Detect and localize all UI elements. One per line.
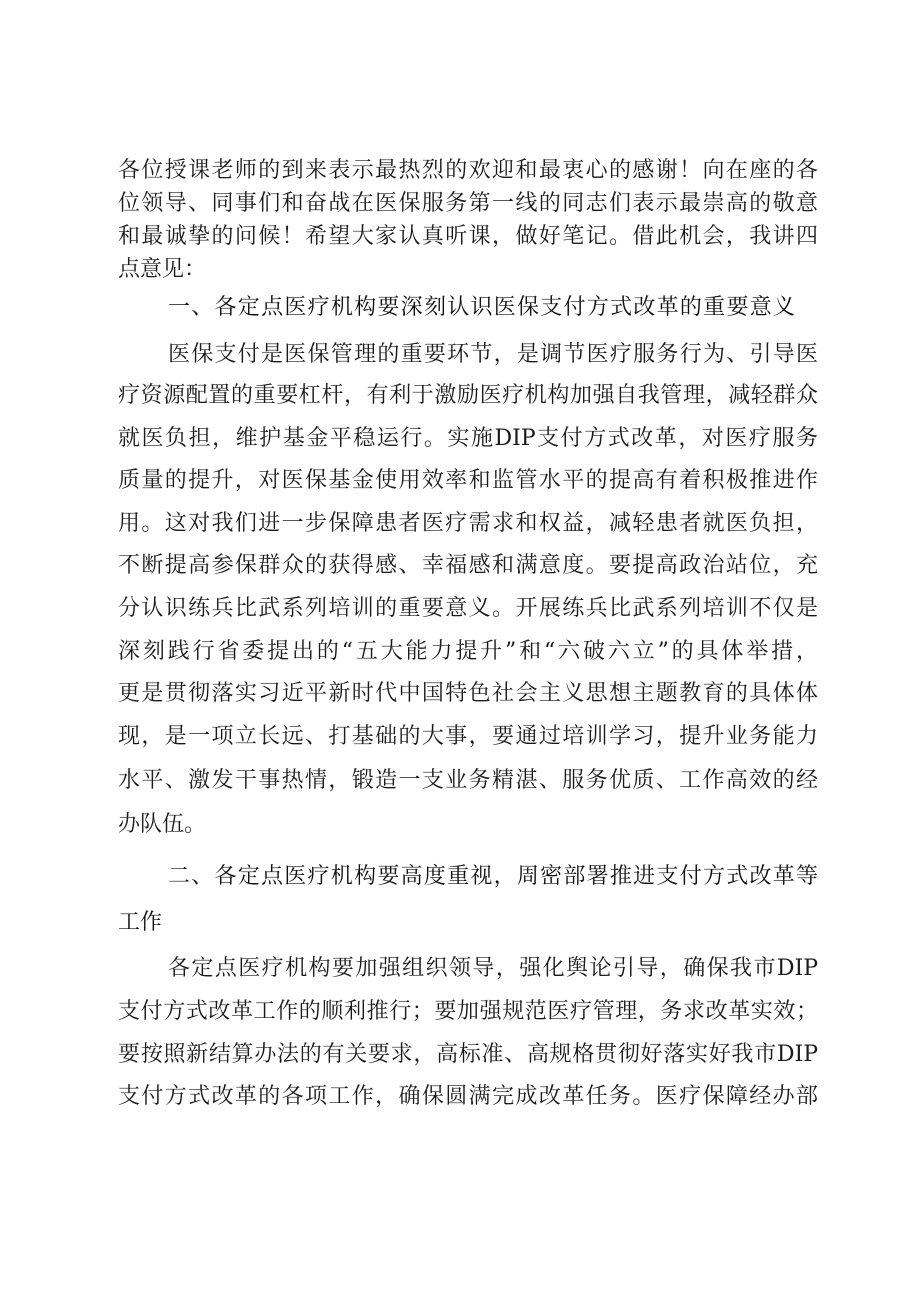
intro-line-2: 位领导、同事们和奋战在医保服务第一线的同志们表示最崇高的敬意	[118, 191, 818, 216]
section-2-line-4: 支付方式改革的各项工作，确保圆满完成改革任务。医疗保障经办部	[118, 1084, 818, 1109]
intro-line-1: 各位授课老师的到来表示最热烈的欢迎和最衷心的感谢！向在座的各	[118, 158, 818, 183]
section-1-line-2: 疗资源配置的重要杠杆，有利于激励医疗机构加强自我管理，减轻群众	[118, 383, 818, 408]
section-2-heading-line-2: 工作	[118, 910, 163, 935]
section-1-line-10: 现，是一项立长远、打基础的大事，要通过培训学习，提升业务能力	[118, 724, 818, 749]
section-1-line-12: 办队伍。	[118, 812, 207, 837]
section-2-line-3: 要按照新结算办法的有关要求，高标准、高规格贯彻好落实好我市DIP	[118, 1042, 818, 1067]
intro-line-3: 和最诚挚的问候！希望大家认真听课，做好笔记。借此机会，我讲四	[118, 224, 818, 249]
section-2-line-1: 各定点医疗机构要加强组织领导，强化舆论引导，确保我市DIP	[168, 956, 818, 981]
section-1-line-4: 质量的提升，对医保基金使用效率和监管水平的提高有着积极推进作	[118, 468, 818, 493]
section-1-line-6: 不断提高参保群众的获得感、幸福感和满意度。要提高政治站位，充	[118, 553, 818, 578]
section-1-line-11: 水平、激发干事热情，锻造一支业务精湛、服务优质、工作高效的经	[118, 768, 818, 793]
section-1-line-1: 医保支付是医保管理的重要环节，是调节医疗服务行为、引导医	[168, 342, 818, 367]
section-1-line-8: 深刻践行省委提出的“五大能力提升”和“六破六立”的具体举措，	[118, 639, 818, 664]
section-1-line-9: 更是贯彻落实习近平新时代中国特色社会主义思想主题教育的具体体	[118, 681, 818, 706]
section-1-line-7: 分认识练兵比武系列培训的重要意义。开展练兵比武系列培训不仅是	[118, 596, 818, 621]
intro-line-4: 点意见：	[118, 257, 207, 282]
section-2-heading-line-1: 二、各定点医疗机构要高度重视，周密部署推进支付方式改革等	[168, 864, 818, 889]
section-1-heading: 一、各定点医疗机构要深刻认识医保支付方式改革的重要意义	[168, 295, 795, 320]
section-1-line-5: 用。这对我们进一步保障患者医疗需求和权益，减轻患者就医负担，	[118, 511, 818, 536]
section-1-line-3: 就医负担，维护基金平稳运行。实施DIP支付方式改革，对医疗服务	[118, 426, 818, 451]
section-2-line-2: 支付方式改革工作的顺利推行；要加强规范医疗管理，务求改革实效；	[118, 999, 818, 1024]
